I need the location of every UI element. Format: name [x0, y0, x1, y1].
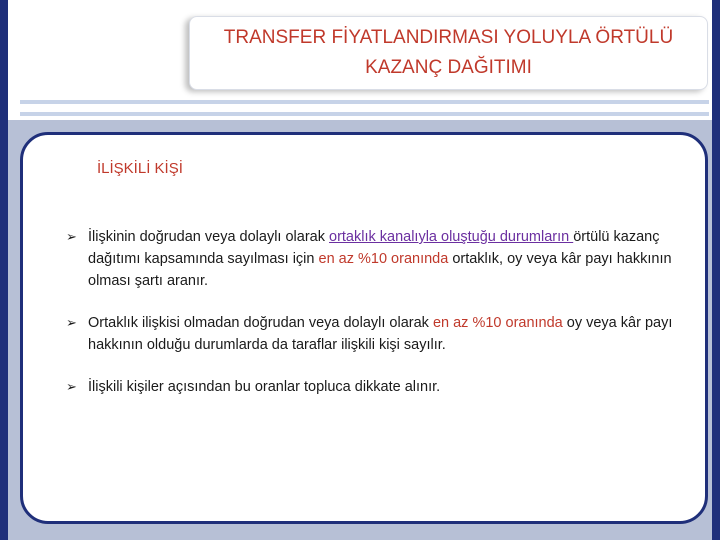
divider-line: [20, 100, 709, 104]
slide-title-line-1: TRANSFER FİYATLANDIRMASI YOLUYLA ÖRTÜLÜ: [223, 27, 674, 48]
bullet-text: İlişkinin doğrudan veya dolaylı olarak ortaklık kanalıyla oluştuğu durumların örtülü kazanç dağıtımı kapsamında sayılması için en az %10 oranında ortaklık, oy veya kâr payı hakkının olması şartı aranır.: [88, 229, 672, 289]
right-decorative-band: [712, 0, 720, 540]
arrowhead-bullet-icon: ➢: [66, 315, 77, 330]
section-heading: İLİŞKİLİ KİŞİ: [97, 160, 183, 177]
bullet-text: İlişkili kişiler açısından bu oranlar topluca dikkate alınır.: [88, 379, 441, 395]
bullet-item: [66, 312, 706, 356]
bullet-text: Ortaklık ilişkisi olmadan doğrudan veya dolaylı olarak en az %10 oranında oy veya kâr payı hakkının olduğu durumlarda da taraflar ilişkili kişi sayılır.: [88, 315, 673, 353]
slide-title: [189, 16, 708, 90]
slide-title-line-2: KAZANÇ DAĞITIMI: [365, 57, 532, 78]
left-decorative-band: [0, 0, 8, 540]
arrowhead-bullet-icon: ➢: [66, 229, 77, 244]
divider-line: [20, 112, 709, 116]
bullet-item: [66, 376, 706, 398]
highlight-text: en az %10 oranında: [432, 315, 563, 331]
highlight-text: ortaklık kanalıyla oluştuğu durumların: [329, 229, 574, 245]
arrowhead-bullet-icon: ➢: [66, 379, 77, 394]
highlight-text: en az %10 oranında: [318, 251, 449, 267]
bullet-item: [66, 226, 706, 292]
